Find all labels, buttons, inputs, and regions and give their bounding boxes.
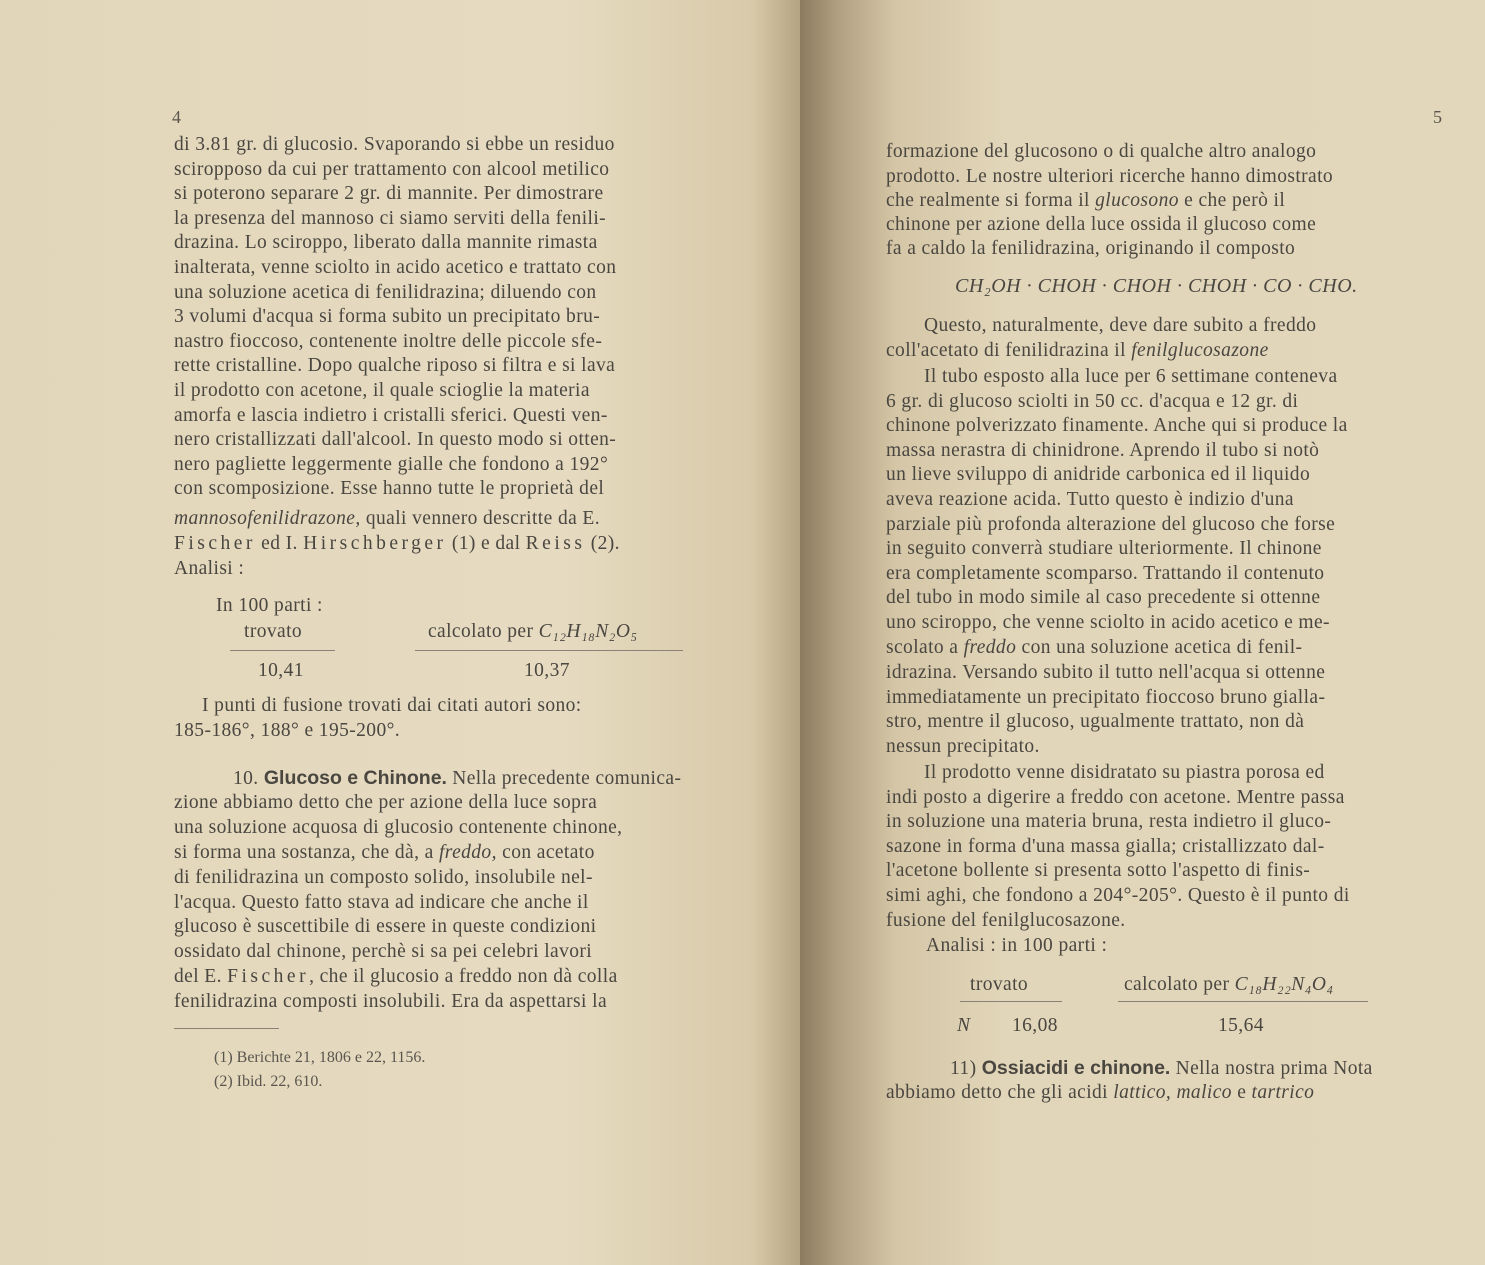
author-name: Fischer [227,966,310,987]
text-span: coll'acetato di fenilidrazina il [886,340,1132,361]
text-span: Nella precedente comunica- [446,768,682,789]
text-line: 6 gr. di glucoso sciolti in 50 cc. d'acqua e 12 gr. di [886,390,1299,412]
text-line: formazione del glucosono o di qualche altro analogo [886,141,1317,162]
text-line: 185-186°, 188° e 195-200°. [174,720,401,741]
text-line: stro, mentre il glucoso, ugualmente trattato, non dà [886,711,1305,733]
text-line [174,841,595,865]
text-line: nero pagliette leggermente gialle che fondono a 192° [174,453,609,475]
analysis-intro: In 100 parti : [216,595,323,616]
calc-label [1124,973,1334,997]
italic-term: glucosono [1095,190,1179,211]
text-line: fenilidrazina composti insolubili. Era da aspettarsi la [174,991,608,1012]
found-label: trovato [970,974,1029,995]
section-title: Ossiacidi e chinone. [981,1057,1171,1079]
text-line: un lieve sviluppo di anidride carbonica ed il liquido [886,464,1311,486]
text-line: sciropposo da cui per trattamento con alcool metilico [174,158,610,180]
text-line: con scomposizione. Esse hanno tutte le proprietà del [174,478,605,500]
section-heading-line [950,1056,1373,1080]
text-line: in seguito converrà studiare ulteriormente. Il chinone [886,538,1322,560]
text-span: con una soluzione acetica di fenil- [1016,637,1303,658]
text-span: scolato a [886,637,964,658]
text-line: in soluzione una materia bruna, resta indietro il gluco- [886,811,1332,833]
text-span: , che il glucosio a freddo non dà colla [309,966,618,987]
author-name: Fischer [174,533,256,554]
text-line: amorfa e lascia indietro i cristalli sferici. Questi ven- [174,404,608,426]
found-value: 10,41 [258,660,304,681]
text-line: l'acqua. Questo fatto stava ad indicare che anche il [174,892,589,913]
text-line [886,189,1285,213]
text-line: il prodotto con acetone, il quale scioglie la materia [174,380,590,401]
calc-value: 10,37 [524,660,570,681]
analysis-intro: Analisi : in 100 parti : [926,935,1108,956]
text-line: di 3.81 gr. di glucosio. Svaporando si ebbe un residuo [174,134,615,155]
table-rule [960,1001,1062,1003]
text-line: Il tubo esposto alla luce per 6 settimane conteneva [924,366,1338,387]
text-line: rette cristalline. Dopo qualche riposo si filtra e si lava [174,355,616,377]
text-span: si forma una sostanza, che dà, a [174,842,439,863]
text-line: ossidato dal chinone, perchè si sa pei celebri lavori [174,941,593,962]
text-line [174,532,620,556]
text-line: l'acetone bollente si presenta sotto l'aspetto di finis- [886,860,1311,882]
page-number: 4 [172,107,181,127]
text-line: sazone in forma d'una massa gialla; cristallizzato dal- [886,835,1325,857]
text-span: (2). [585,533,620,554]
text-line: la presenza del mannoso ci siamo serviti della fenili- [174,207,607,229]
text-line: Questo, naturalmente, deve dare subito a freddo [924,315,1317,336]
section-heading-line [233,766,681,790]
section-number: 10. [233,768,259,789]
text-line [174,507,600,531]
text-line: zione abbiamo detto che per azione della luce sopra [174,792,598,813]
section-title: Glucoso e Chinone. [263,767,447,789]
found-value: 16,08 [1012,1015,1058,1036]
text-line: chinone per azione della luce ossida il glucoso come [886,214,1317,235]
text-line: chinone polverizzato finamente. Anche qui si produce la [886,415,1348,437]
italic-term: mannosofenilidrazone, [174,508,361,529]
text-span: abbiamo detto che gli acidi [886,1082,1114,1103]
page-number: 5 [1433,107,1442,127]
italic-term: lattico, malico [1113,1082,1232,1103]
text-line: drazina. Lo sciroppo, liberato dalla mannite rimasta [174,232,598,254]
found-label: trovato [244,621,303,642]
text-line: nessun precipitato. [886,735,1040,757]
text-line: uno sciroppo, che venne sciolto in acido acetico e me- [886,612,1330,633]
right-page [800,0,1485,1265]
text-line: di fenilidrazina un composto solido, insolubile nel- [174,867,593,888]
text-line [886,636,1302,660]
footnote: (1) Berichte 21, 1806 e 22, 1156. [214,1049,426,1066]
chemical-formula: C₁₂H₁₈N₂O₅ [538,621,638,642]
text-line: idrazina. Versando subito il tutto nell'acqua si ottenne [886,662,1326,683]
text-line: immediatamente un precipitato fioccoso bruno gialla- [886,686,1326,708]
structural-formula: CH₂OH · CHOH · CHOH · CHOH · CO · CHO. [955,275,1358,297]
calc-label [428,620,638,644]
text-line: 3 volumi d'acqua si forma subito un precipitato bru- [174,306,601,328]
author-name: Reiss [525,533,586,554]
text-line: nastro fioccoso, contenente inoltre delle piccole sfe- [174,330,603,352]
table-rule [415,650,683,652]
italic-term: tartrico [1251,1082,1315,1103]
text-line: indi posto a digerire a freddo con acetone. Mentre passa [886,786,1345,808]
text-line: Analisi : [174,558,245,579]
italic-term: freddo [963,637,1017,658]
text-line: parziale più profonda alterazione del glucoso che forse [886,513,1336,535]
chemical-formula: C₁₈H₂₂N₄O₄ [1234,974,1334,995]
section-number: 11) [950,1058,977,1079]
text-line: si poterono separare 2 gr. di mannite. Per dimostrare [174,183,604,205]
text-line [886,1081,1314,1105]
text-span: (1) e dal [446,533,526,554]
text-line: Il prodotto venne disidratato su piastra porosa ed [924,762,1325,783]
text-span: Nella nostra prima Nota [1170,1058,1373,1079]
text-line: una soluzione acquosa di glucosio contenente chinone, [174,817,623,838]
italic-term: fenilglucosazone [1131,340,1269,361]
text-line: era completamente scomparso. Trattando il contenuto [886,562,1325,584]
element-symbol: N [957,1015,971,1036]
text-line: aveva reazione acida. Tutto questo è indizio d'una [886,489,1294,510]
author-name: Hirschberger [303,533,447,554]
table-rule [1118,1001,1368,1003]
text-span: che realmente si forma il [886,190,1096,211]
text-span: quali vennero descritte da E. [360,508,601,529]
text-line: fa a caldo la fenilidrazina, originando il composto [886,238,1296,259]
text-line: simi aghi, che fondono a 204°-205°. Questo è il punto di [886,885,1350,906]
text-span: del E. [174,966,228,987]
text-span: e che però il [1178,190,1286,211]
text-line: inalterata, venne sciolto in acido acetico e trattato con [174,257,617,278]
text-line: del tubo in modo simile al caso precedente si ottenne [886,587,1321,609]
text-span: calcolato per [428,621,534,642]
text-line: una soluzione acetica di fenilidrazina; diluendo con [174,281,597,303]
text-line: prodotto. Le nostre ulteriori ricerche hanno dimostrato [886,166,1334,187]
text-span: con acetato [496,842,595,863]
table-rule [230,650,335,652]
text-span: ed I. [255,533,304,554]
text-span: calcolato per [1124,974,1230,995]
text-line: I punti di fusione trovati dai citati autori sono: [202,695,582,716]
text-line [886,339,1269,363]
text-line: glucoso è suscettibile di essere in queste condizioni [174,916,597,937]
italic-term: freddo, [438,842,497,863]
text-span: e [1231,1082,1252,1103]
text-line: fusione del fenilglucosazone. [886,909,1126,931]
footnote: (2) Ibid. 22, 610. [214,1073,323,1090]
text-line: nero cristallizzati dall'alcool. In questo modo si otten- [174,429,617,451]
footnote-rule [174,1028,279,1029]
calc-value: 15,64 [1218,1015,1264,1036]
text-line [174,965,618,989]
text-line: massa nerastra di chinidrone. Aprendo il tubo si notò [886,439,1320,461]
